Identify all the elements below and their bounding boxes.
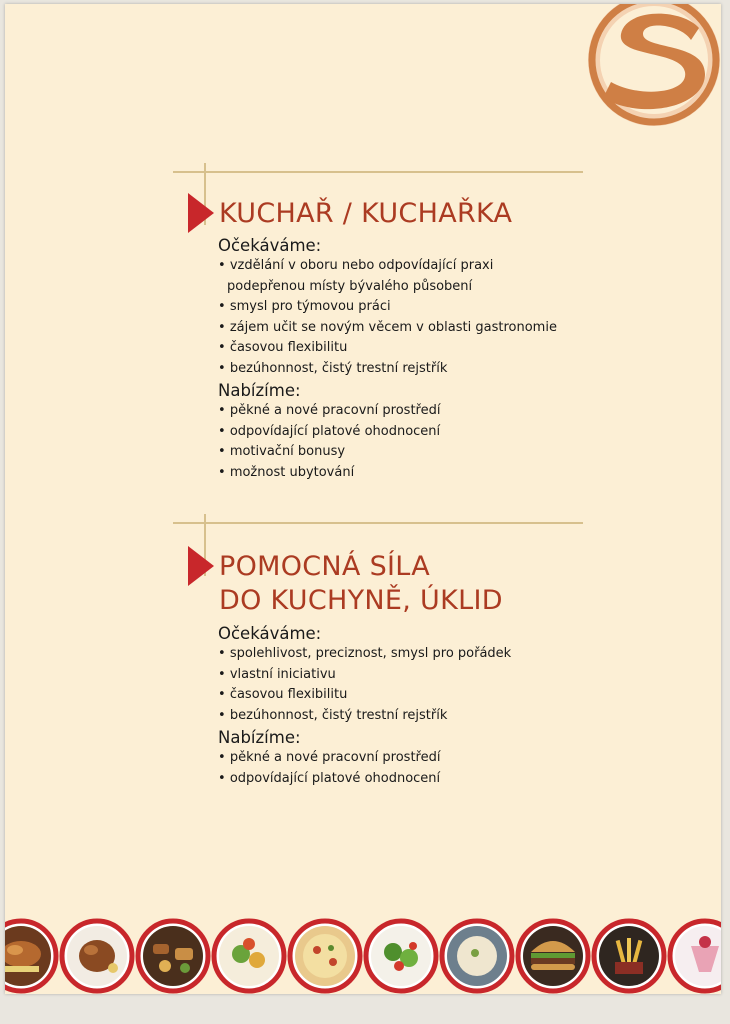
roast-duck-icon [62, 921, 132, 991]
roast-chicken-icon [5, 921, 56, 991]
expect-list [218, 644, 588, 726]
list-item: • možnost ubytování [218, 463, 588, 484]
divider-line [173, 171, 583, 173]
offer-list [218, 748, 588, 789]
job-title [219, 550, 503, 618]
food-photo-strip [5, 916, 721, 994]
vegetable-plate-icon [214, 921, 284, 991]
list-item: • pěkné a nové pracovní prostředí [218, 401, 588, 422]
expect-list [218, 256, 588, 379]
s-logo-icon [581, 4, 721, 138]
red-triangle-marker-icon [188, 193, 214, 233]
salad-icon [366, 921, 436, 991]
offer-heading: Nabízíme: [218, 381, 301, 400]
job-details [218, 623, 588, 790]
list-item: • časovou flexibilitu [218, 685, 588, 706]
list-item: • zájem učit se novým věcem v oblasti gastronomie [218, 318, 588, 339]
job-title-line: KUCHAŘ / KUCHAŘKA [219, 198, 513, 229]
job-title-line: POMOCNÁ SÍLA [219, 551, 431, 582]
list-item: • pěkné a nové pracovní prostředí [218, 748, 588, 769]
list-item: • vlastní iniciativu [218, 665, 588, 686]
list-item: • motivační bonusy [218, 442, 588, 463]
list-item: • bezúhonnost, čistý trestní rejstřík [218, 706, 588, 727]
job-flyer-page [5, 4, 721, 994]
offer-list [218, 401, 588, 483]
burger-icon [518, 921, 588, 991]
grilled-platter-icon [138, 921, 208, 991]
expect-heading: Očekáváme: [218, 624, 322, 643]
list-item: • časovou flexibilitu [218, 338, 588, 359]
pizza-icon [290, 921, 360, 991]
list-item: • odpovídající platové ohodnocení [218, 769, 588, 790]
divider-line [173, 522, 583, 524]
expect-heading: Očekáváme: [218, 236, 322, 255]
list-item: podepřenou místy bývalého působení [227, 278, 473, 294]
list-item: • bezúhonnost, čistý trestní rejstřík [218, 359, 588, 380]
job-title [219, 197, 512, 231]
soup-icon [442, 921, 512, 991]
dessert-icon [670, 921, 721, 991]
list-item: • vzdělání v oboru nebo odpovídající praxi [218, 256, 588, 277]
fries-icon [594, 921, 664, 991]
red-triangle-marker-icon [188, 546, 214, 586]
offer-heading: Nabízíme: [218, 728, 301, 747]
list-item: • spolehlivost, preciznost, smysl pro pořádek [218, 644, 588, 665]
job-title-line: DO KUCHYNĚ, ÚKLID [219, 585, 503, 616]
list-item: • smysl pro týmovou práci [218, 297, 588, 318]
job-details [218, 235, 588, 484]
list-item: • odpovídající platové ohodnocení [218, 422, 588, 443]
